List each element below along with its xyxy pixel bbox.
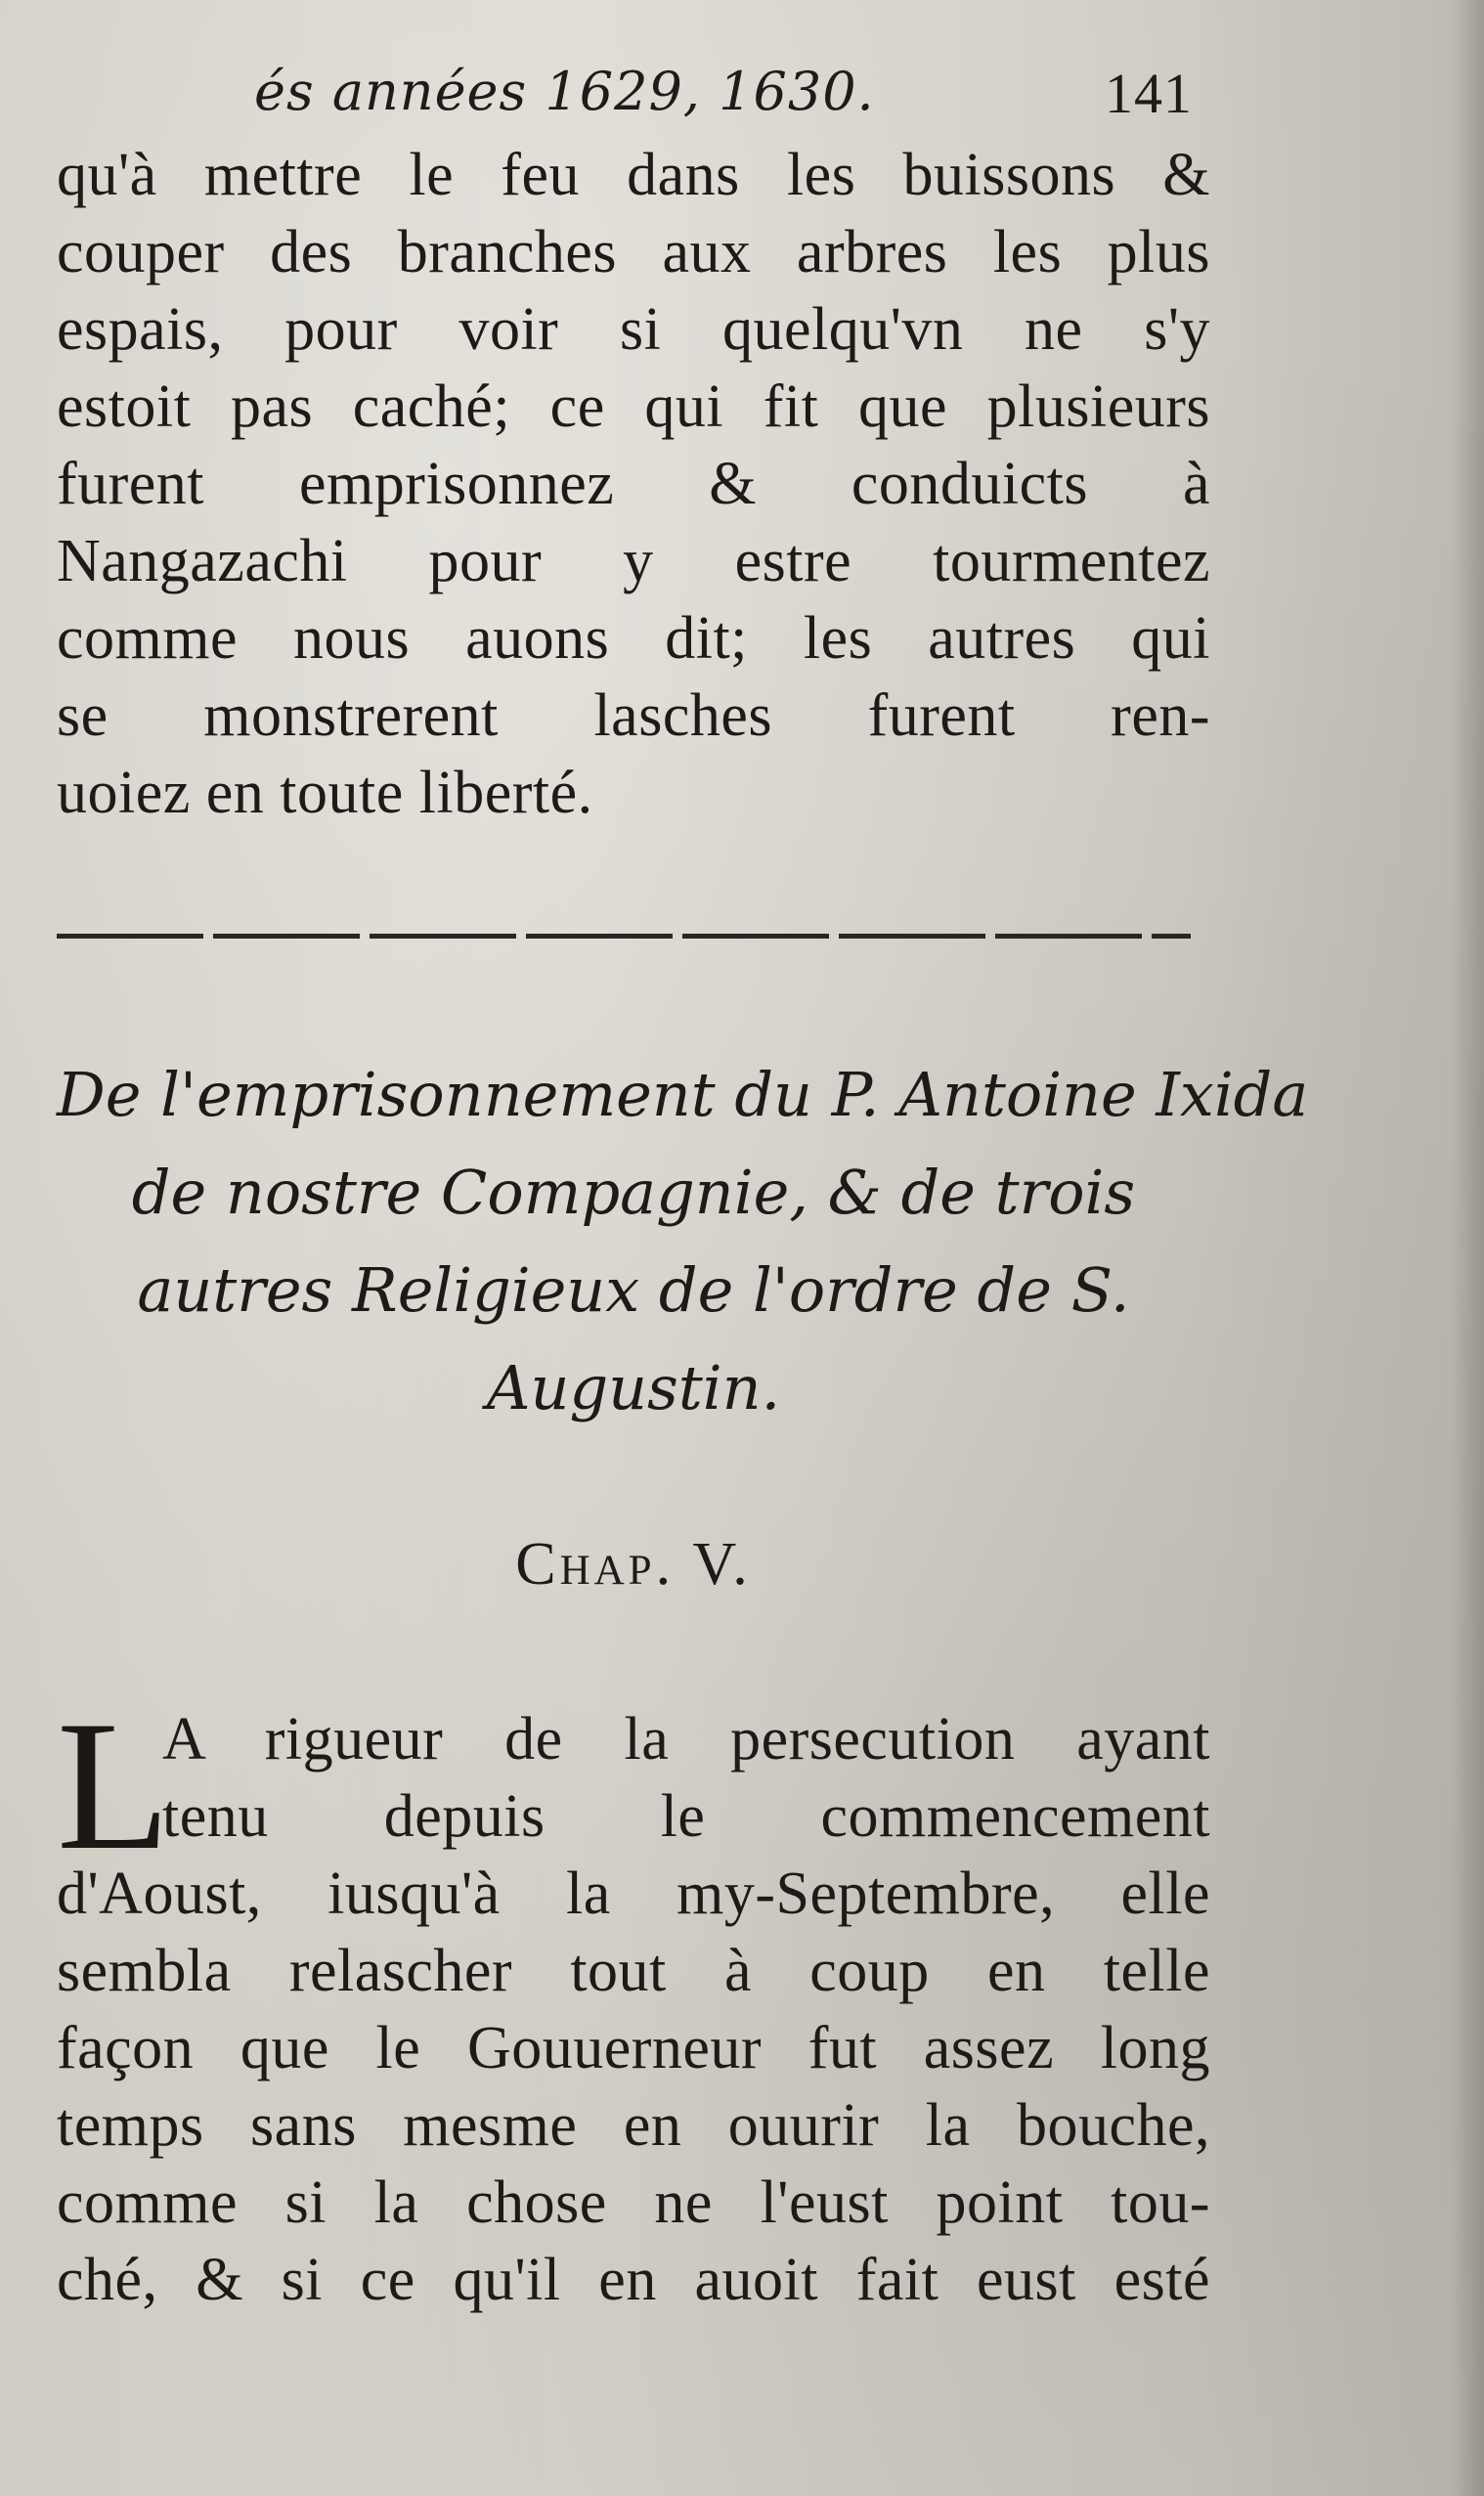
page-edge-shadow — [1451, 0, 1484, 2496]
section-divider-rule — [57, 934, 1191, 939]
text-line: temps sans mesme en ouurir la bouche, — [57, 2092, 1210, 2159]
text-line: A rigueur de la persecution ayant — [162, 1706, 1210, 1773]
text-line: sembla relascher tout à coup en telle — [57, 1938, 1210, 2004]
chapter-label-text: Chap. V. — [515, 1531, 752, 1598]
section-heading — [57, 1046, 1309, 1437]
text-line: estoit pas caché; ce qui fit que plusieurs — [57, 373, 1210, 440]
paragraph-chapter-start — [57, 1684, 1210, 2319]
text-line: couper des branches aux arbres les plus — [57, 219, 1210, 285]
chapter-label — [0, 1530, 1267, 1599]
text-line: comme nous auons dit; les autres qui — [57, 605, 1210, 672]
heading-line: De l'emprisonnement du P. Antoine Ixida — [57, 1059, 1309, 1130]
text-line: Nangazachi pour y estre tourmentez — [57, 528, 1210, 594]
text-line: qu'à mettre le feu dans les buissons & — [57, 142, 1210, 208]
text-line: d'Aoust, iusqu'à la my-Septembre, elle — [57, 1861, 1210, 1927]
heading-line: de nostre Compagnie, & de trois — [131, 1157, 1136, 1228]
text-line: tenu depuis le commencement — [162, 1783, 1210, 1850]
heading-line: autres Religieux de l'ordre de S. — [137, 1254, 1130, 1326]
running-title: és années 1629, 1630. — [254, 61, 875, 122]
text-line: façon que le Gouuerneur fut assez long — [57, 2015, 1210, 2081]
text-line: se monstrerent lasches furent ren- — [57, 682, 1210, 749]
page-number: 141 — [1105, 62, 1193, 125]
text-line: comme si la chose ne l'eust point tou- — [57, 2169, 1210, 2236]
text-line: furent emprisonnez & conduicts à — [57, 451, 1210, 517]
drop-cap: L — [57, 1684, 171, 1889]
paragraph-continued — [57, 137, 1210, 832]
text-line: uoiez en toute liberté. — [57, 760, 593, 826]
text-line: ché, & si ce qu'il en auoit fait eust esté — [57, 2247, 1210, 2313]
running-header — [254, 61, 1212, 129]
heading-line: Augustin. — [486, 1352, 781, 1423]
text-line: espais, pour voir si quelqu'vn ne s'y — [57, 296, 1210, 363]
